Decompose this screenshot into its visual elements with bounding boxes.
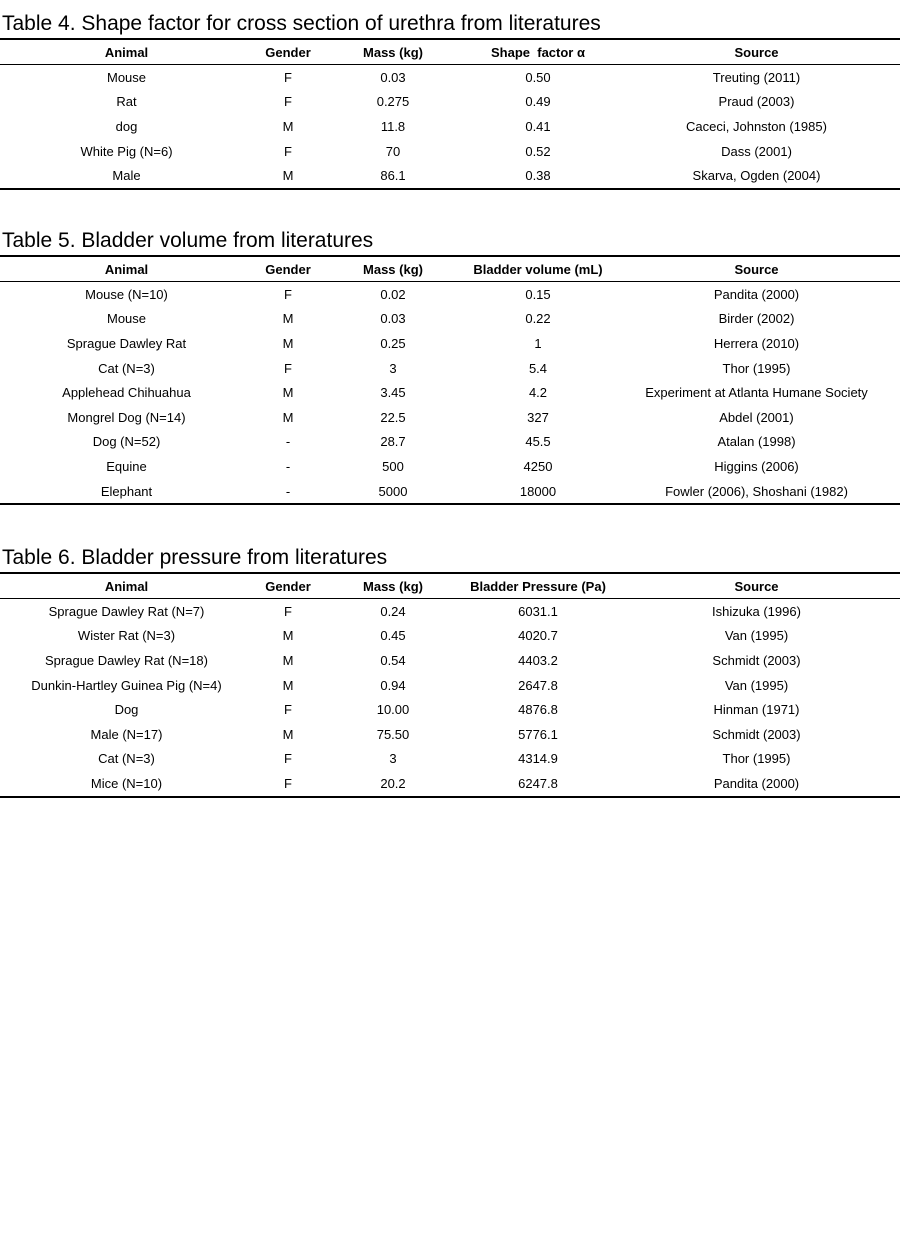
- animal-cell: Applehead Chihuahua: [62, 385, 191, 401]
- table-row: [0, 65, 900, 90]
- animal-cell: Dog (N=52): [92, 434, 161, 450]
- shape-factor-cell: 0.38: [525, 168, 551, 184]
- animal-cell: Male: [112, 168, 141, 184]
- source-cell: Experiment at Atlanta Humane Society: [645, 385, 868, 401]
- gender-cell: F: [284, 702, 292, 718]
- animal-cell: Sprague Dawley Rat: [66, 335, 187, 351]
- mass-cell: 20.2: [380, 775, 406, 791]
- animal-cell: Cat (N=3): [98, 360, 155, 376]
- source-cell: Praud (2003): [718, 94, 795, 110]
- bladder-volume-cell: 0.22: [525, 311, 551, 327]
- table-5-header-source: Source: [734, 261, 779, 277]
- table-4-header-source: Source: [734, 44, 779, 60]
- animal-cell: Mouse: [106, 69, 147, 85]
- table-4-header-gender: Gender: [265, 44, 311, 60]
- bladder-volume-cell: 0.15: [525, 286, 551, 302]
- animal-cell: Sprague Dawley Rat (N=7): [48, 603, 205, 619]
- gender-cell: M: [282, 335, 294, 351]
- mass-cell: 5000: [378, 483, 408, 499]
- animal-cell: White Pig (N=6): [80, 143, 173, 159]
- gender-cell: M: [282, 409, 294, 425]
- table-6-section: [0, 544, 900, 798]
- mass-cell: 0.03: [380, 69, 406, 85]
- table-4-caption: [0, 10, 900, 38]
- table-row: [0, 648, 900, 673]
- bladder-pressure-cell: 2647.8: [518, 677, 558, 693]
- table-row: [0, 163, 900, 188]
- table-5: [0, 255, 900, 505]
- table-5-header-animal: Animal: [104, 261, 149, 277]
- table-row: [0, 722, 900, 747]
- gender-cell: F: [284, 69, 292, 85]
- source-cell: Atalan (1998): [717, 434, 796, 450]
- table-5-header-mass: Mass (kg): [363, 261, 423, 277]
- table-5-caption-text: Table 5. Bladder volume from literatures: [2, 229, 374, 252]
- animal-cell: Elephant: [100, 483, 153, 499]
- table-6: [0, 572, 900, 798]
- mass-cell: 0.03: [380, 311, 406, 327]
- source-cell: Pandita (2000): [713, 775, 800, 791]
- animal-cell: Mice (N=10): [90, 775, 163, 791]
- gender-cell: M: [282, 726, 294, 742]
- mass-cell: 70: [385, 143, 401, 159]
- table-6-header-mass: Mass (kg): [363, 578, 423, 594]
- table-5-section: [0, 227, 900, 505]
- table-row: [0, 771, 900, 796]
- gender-cell: -: [285, 483, 291, 499]
- bladder-volume-cell: 4250: [523, 458, 553, 474]
- source-cell: Herrera (2010): [713, 335, 800, 351]
- bladder-volume-cell: 1: [534, 335, 542, 351]
- table-4-header-mass: Mass (kg): [363, 44, 423, 60]
- animal-cell: Wister Rat (N=3): [77, 628, 176, 644]
- bladder-pressure-cell: 4020.7: [518, 628, 558, 644]
- bladder-pressure-cell: 4876.8: [518, 702, 558, 718]
- bladder-pressure-cell: 5776.1: [518, 726, 558, 742]
- table-row: [0, 139, 900, 164]
- mass-cell: 0.45: [380, 628, 406, 644]
- source-cell: Treuting (2011): [712, 69, 801, 85]
- bladder-volume-cell: 4.2: [528, 385, 548, 401]
- table-6-header-gender: Gender: [265, 578, 311, 594]
- table-6-header-animal: Animal: [104, 578, 149, 594]
- animal-cell: Male (N=17): [90, 726, 163, 742]
- gender-cell: M: [282, 677, 294, 693]
- shape-factor-cell: 0.49: [525, 94, 551, 110]
- mass-cell: 0.94: [380, 677, 406, 693]
- animal-cell: Rat: [116, 94, 137, 110]
- table-4-header-shape-factor-text: Shape factor α: [491, 44, 585, 60]
- table-row: [0, 114, 900, 139]
- table-6-caption-text: Table 6. Bladder pressure from literatures: [2, 546, 388, 569]
- source-cell: Pandita (2000): [713, 286, 800, 302]
- gender-cell: F: [284, 286, 292, 302]
- table-row: [0, 331, 900, 356]
- table-row: [0, 454, 900, 479]
- animal-cell: Mouse: [106, 311, 147, 327]
- source-cell: Thor (1995): [722, 360, 791, 376]
- source-cell: Skarva, Ogden (2004): [692, 168, 821, 184]
- table-row: [0, 624, 900, 649]
- table-row: [0, 747, 900, 772]
- mass-cell: 0.25: [380, 335, 406, 351]
- table-5-header-gender: Gender: [265, 261, 311, 277]
- gender-cell: M: [282, 385, 294, 401]
- mass-cell: 0.24: [380, 603, 406, 619]
- gender-cell: F: [284, 775, 292, 791]
- source-cell: Higgins (2006): [714, 458, 799, 474]
- source-cell: Dass (2001): [721, 143, 792, 159]
- mass-cell: 28.7: [380, 434, 406, 450]
- mass-cell: 11.8: [380, 118, 406, 134]
- source-cell: Schmidt (2003): [712, 726, 801, 742]
- table-6-header-source: Source: [734, 578, 779, 594]
- table-row: [0, 673, 900, 698]
- table-row: [0, 405, 900, 430]
- mass-cell: 500: [382, 458, 404, 474]
- shape-factor-cell: 0.52: [525, 143, 551, 159]
- mass-cell: 86.1: [380, 168, 406, 184]
- table-row: [0, 282, 900, 307]
- table-5-header-row: [0, 257, 900, 282]
- animal-cell: Dog: [114, 702, 139, 718]
- bladder-pressure-cell: 4403.2: [518, 652, 558, 668]
- animal-cell: dog: [115, 118, 138, 134]
- source-cell: Birder (2002): [718, 311, 795, 327]
- bladder-pressure-cell: 6031.1: [518, 603, 558, 619]
- gender-cell: F: [284, 751, 292, 767]
- source-cell: Schmidt (2003): [712, 652, 801, 668]
- shape-factor-cell: 0.50: [525, 69, 551, 85]
- animal-cell: Mongrel Dog (N=14): [67, 409, 186, 425]
- mass-cell: 75.50: [376, 726, 410, 742]
- mass-cell: 3.45: [380, 385, 406, 401]
- gender-cell: M: [282, 168, 294, 184]
- gender-cell: M: [282, 311, 294, 327]
- bladder-pressure-cell: 6247.8: [518, 775, 558, 791]
- table-row: [0, 430, 900, 455]
- source-cell: Hinman (1971): [713, 702, 800, 718]
- bladder-volume-cell: 45.5: [525, 434, 551, 450]
- source-cell: Thor (1995): [722, 751, 791, 767]
- animal-cell: Mouse (N=10): [85, 286, 168, 302]
- source-cell: Van (1995): [724, 677, 789, 693]
- bladder-pressure-cell: 4314.9: [518, 751, 558, 767]
- table-4-header-shape-factor: [463, 45, 613, 60]
- table-5-caption: [0, 227, 900, 255]
- mass-cell: 0.02: [380, 286, 406, 302]
- table-row: [0, 697, 900, 722]
- table-4-section: [0, 10, 900, 190]
- bladder-volume-cell: 327: [527, 409, 549, 425]
- table-4-caption-text: Table 4. Shape factor for cross section of urethra from literatures: [2, 12, 601, 35]
- table-6-caption: [0, 544, 900, 572]
- mass-cell: 0.54: [380, 652, 406, 668]
- mass-cell: 3: [389, 751, 397, 767]
- mass-cell: 3: [389, 360, 397, 376]
- source-cell: Fowler (2006), Shoshani (1982): [665, 483, 848, 499]
- table-4-header-animal: Animal: [104, 44, 149, 60]
- animal-cell: Sprague Dawley Rat (N=18): [45, 652, 208, 668]
- source-cell: Caceci, Johnston (1985): [686, 118, 827, 134]
- mass-cell: 22.5: [380, 409, 406, 425]
- table-row: [0, 380, 900, 405]
- gender-cell: F: [284, 143, 292, 159]
- table-row: [0, 307, 900, 332]
- table-4: [0, 38, 900, 190]
- gender-cell: F: [284, 94, 292, 110]
- table-4-header-row: [0, 40, 900, 65]
- table-row: [0, 90, 900, 115]
- gender-cell: F: [284, 360, 292, 376]
- animal-cell: Dunkin-Hartley Guinea Pig (N=4): [31, 677, 222, 693]
- source-cell: Ishizuka (1996): [712, 603, 801, 619]
- mass-cell: 0.275: [376, 94, 410, 110]
- source-cell: Abdel (2001): [719, 409, 794, 425]
- table-6-header-bladder-pressure: Bladder Pressure (Pa): [470, 578, 606, 594]
- gender-cell: -: [285, 458, 291, 474]
- bladder-volume-cell: 5.4: [528, 360, 548, 376]
- animal-cell: Cat (N=3): [98, 751, 155, 767]
- gender-cell: M: [282, 628, 294, 644]
- mass-cell: 10.00: [376, 702, 410, 718]
- gender-cell: -: [285, 434, 291, 450]
- table-row: [0, 479, 900, 504]
- gender-cell: F: [284, 603, 292, 619]
- table-5-header-bladder-volume: Bladder volume (mL): [473, 261, 603, 277]
- source-cell: Van (1995): [724, 628, 789, 644]
- gender-cell: M: [282, 118, 294, 134]
- shape-factor-cell: 0.41: [525, 118, 551, 134]
- animal-cell: Equine: [106, 458, 147, 474]
- table-6-header-row: [0, 574, 900, 599]
- gender-cell: M: [282, 652, 294, 668]
- table-row: [0, 599, 900, 624]
- table-row: [0, 356, 900, 381]
- bladder-volume-cell: 18000: [519, 483, 557, 499]
